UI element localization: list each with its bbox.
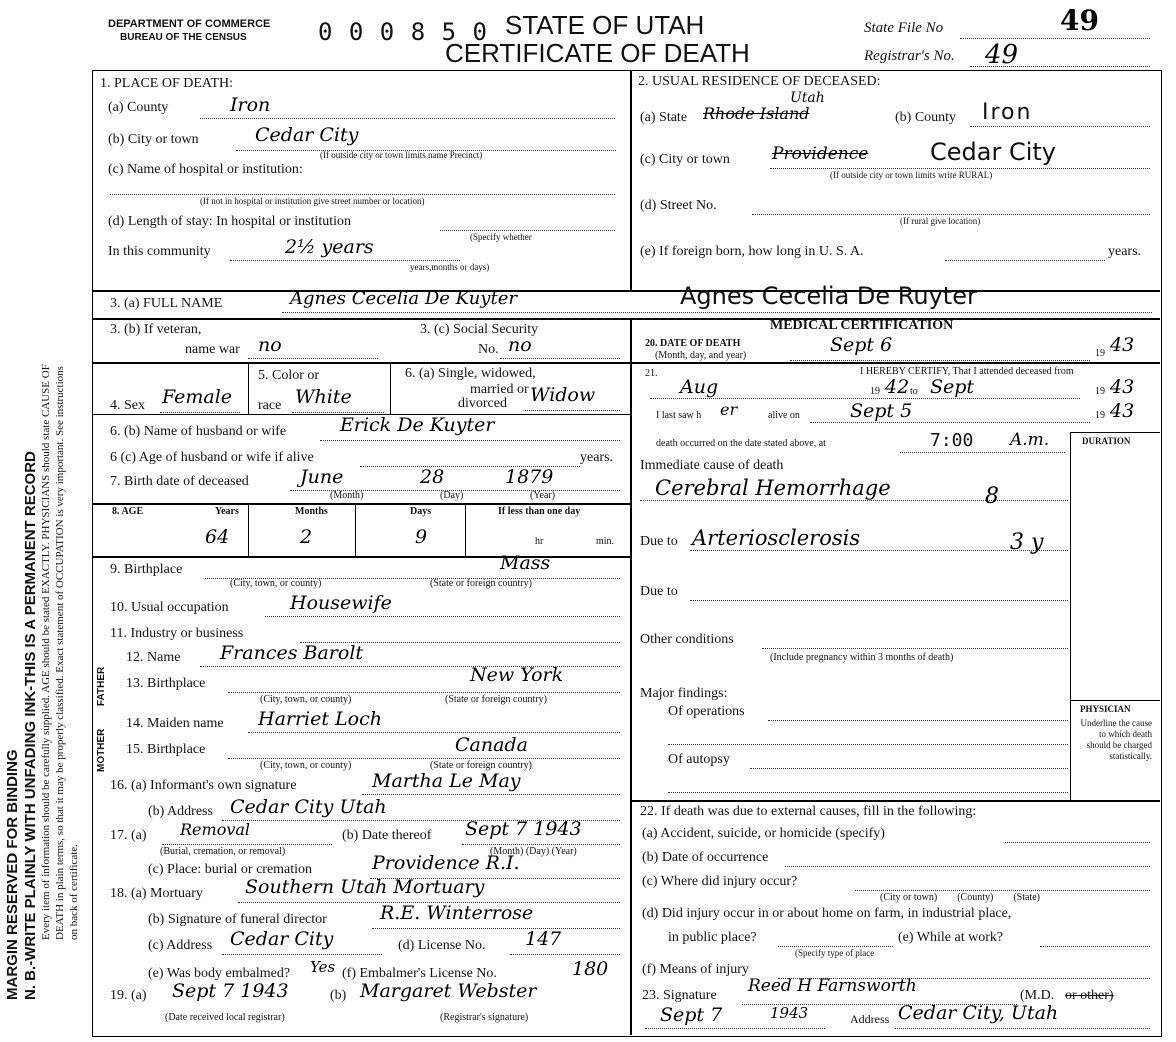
place-burial-value: Providence R.I.	[372, 852, 520, 874]
medical-title: MEDICAL CERTIFICATION	[770, 318, 954, 333]
res-foreign-label: (e) If foreign born, how long in U. S. A.	[640, 244, 864, 259]
state-file-label: State File No	[864, 20, 944, 36]
res-state-label: (a) State	[640, 110, 688, 125]
ext-c-note: (City or town) (County) (State)	[880, 892, 1040, 903]
specify-note: (Specify whether	[470, 232, 532, 242]
mother-maiden-value: Harriet Loch	[258, 708, 382, 730]
last-date: Sept 5	[850, 400, 913, 422]
min-label: min.	[596, 536, 615, 547]
age-days-header: Days	[410, 506, 432, 517]
father-state-note: (State or foreign country)	[445, 694, 547, 705]
burial-note: (Burial, cremation, or removal)	[160, 846, 286, 857]
res-state-struck: Rhode Island	[703, 104, 810, 123]
ss-no-label: No.	[478, 342, 499, 357]
embalmed-value: Yes	[310, 958, 336, 976]
attended-to-year: 43	[1110, 376, 1135, 398]
other-label: Other conditions	[640, 632, 734, 647]
father-birthplace-label: 13. Birthplace	[126, 676, 206, 691]
birthplace-city-note: (City, town, or county)	[230, 578, 322, 589]
informant-label: 16. (a) Informant's own signature	[110, 778, 297, 793]
year-note: (Year)	[530, 490, 556, 501]
sex-value: Female	[162, 386, 233, 408]
received-label: 19. (a)	[110, 988, 147, 1003]
dod-sub: (Month, day, and year)	[655, 350, 747, 361]
date-thereof-value: Sept 7 1943	[465, 818, 582, 840]
registrar-sig-note: (Registrar's signature)	[440, 1012, 529, 1023]
fullname-printed: Agnes Cecelia De Ruyter	[680, 282, 977, 310]
birth-day: 28	[420, 466, 445, 488]
ext-e: (e) While at work?	[898, 930, 1004, 945]
license-label: (d) License No.	[398, 938, 486, 953]
state-file-value: 49	[1060, 4, 1099, 37]
ext-b: (b) Date of occurrence	[642, 850, 769, 865]
last-saw-hw: er	[720, 400, 738, 419]
age-days: 9	[415, 526, 428, 548]
duration-2: 3 y	[1010, 530, 1044, 555]
cert-number: 21.	[645, 368, 658, 379]
res-street-label: (d) Street No.	[640, 198, 717, 213]
res-county-value: Iron	[982, 100, 1033, 125]
birthdate-label: 7. Birth date of deceased	[110, 474, 249, 489]
father-name-label: 12. Name	[126, 650, 181, 665]
father-tag: FATHER	[96, 666, 107, 706]
father-city-note: (City, town, or county)	[260, 694, 352, 705]
state-title: STATE OF UTAH	[505, 10, 705, 40]
registrar-value: 49	[985, 40, 1019, 70]
veteran-label: 3. (b) If veteran,	[110, 322, 202, 337]
age-years-header: Years	[215, 506, 239, 517]
occurred-label: death occurred on the date stated above, at	[656, 438, 826, 449]
marital-label2: married or	[470, 382, 529, 397]
informant-address-label: (b) Address	[148, 804, 213, 819]
autopsy-label: Of autopsy	[668, 752, 730, 767]
ext-d2: in public place?	[668, 930, 757, 945]
ext-d: (d) Did injury occur in or about home on farm, in industrial place,	[642, 906, 1012, 921]
month-note: (Month)	[330, 490, 364, 501]
license-value: 147	[525, 928, 562, 950]
hospital-note: (If not in hospital or institution give street number or location)	[200, 196, 425, 206]
res-state-value: Utah	[790, 90, 825, 106]
certify-text: I HEREBY CERTIFY, That I attended deceased from	[860, 366, 1074, 377]
immediate-label: Immediate cause of death	[640, 458, 784, 473]
death-am: A.m.	[1010, 430, 1050, 450]
mother-city-note: (City, town, or county)	[260, 760, 352, 771]
attended-to: Sept	[930, 376, 975, 398]
physician-tag: PHYSICIAN	[1080, 704, 1131, 714]
husband-value: Erick De Kuyter	[340, 414, 495, 436]
father-birthplace-value: New York	[470, 664, 564, 686]
informant-address-value: Cedar City Utah	[230, 796, 387, 818]
city-note: (If outside city or town limits name Precinct)	[320, 150, 483, 160]
mother-birthplace-label: 15. Birthplace	[126, 742, 206, 757]
marital-label3: divorced	[458, 396, 507, 411]
birthplace-state-note: (State or foreign country)	[430, 578, 532, 589]
dod-value: Sept 6	[830, 334, 893, 356]
age-years: 64	[205, 526, 230, 548]
age-months: 2	[300, 526, 313, 548]
color-label: 5. Color or	[258, 368, 320, 383]
race-value: White	[295, 386, 352, 408]
mother-tag: MOTHER	[96, 728, 107, 772]
last-century: 19	[1095, 410, 1105, 421]
occupation-label: 10. Usual occupation	[110, 600, 229, 615]
received-note: (Date received local registrar)	[165, 1012, 285, 1023]
emb-license-label: (f) Embalmer's License No.	[342, 966, 497, 981]
signature-label: 23. Signature	[642, 988, 717, 1003]
other-note: (Include pregnancy within 3 months of death)	[770, 652, 954, 663]
mortuary-address-label: (c) Address	[148, 938, 213, 953]
fullname-handwritten: Agnes Cecelia De Kuyter	[290, 288, 517, 309]
fullname-label: 3. (a) FULL NAME	[110, 296, 223, 311]
hospital-label: (c) Name of hospital or institution:	[108, 162, 303, 177]
to-label: to	[910, 386, 918, 397]
bureau-label: BUREAU OF THE CENSUS	[120, 32, 247, 43]
burial-value: Removal	[180, 820, 251, 839]
place-title: 1. PLACE OF DEATH:	[100, 76, 234, 91]
marital-label: 6. (a) Single, widowed,	[405, 366, 536, 381]
occupation-value: Housewife	[290, 592, 392, 614]
mortuary-value: Southern Utah Mortuary	[245, 876, 485, 898]
md-other: or other)	[1065, 988, 1114, 1003]
death-time: 7:00	[930, 430, 974, 451]
ymd-note: years,months or days)	[410, 262, 490, 272]
res-city-note: (If outside city or town limits write RURAL)	[830, 170, 993, 180]
dod-year: 43	[1110, 334, 1135, 356]
burial-label: 17. (a)	[110, 828, 147, 843]
director-value: R.E. Winterrose	[380, 902, 534, 924]
ss-label: 3. (c) Social Security	[420, 322, 539, 337]
last-saw-label: I last saw h	[656, 410, 702, 421]
res-city-value: Cedar City	[930, 138, 1056, 166]
margin-instructions-3: on back of certificate.	[68, 844, 80, 940]
signature-value: Reed H Farnsworth	[748, 976, 917, 996]
emb-license-value: 180	[572, 958, 609, 980]
margin-instructions-1: Every item of information should be carefully supplied. AGE should be stated EXACTLY. PHYSICIANS should state CAUSE OF	[40, 364, 52, 940]
industry-label: 11. Industry or business	[110, 626, 244, 641]
due1-value: Arteriosclerosis	[692, 526, 861, 550]
res-city-label: (c) City or town	[640, 152, 730, 167]
dept-label: DEPARTMENT OF COMMERCE	[108, 18, 271, 30]
ext-c: (c) Where did injury occur?	[642, 874, 798, 889]
hr-label: hr	[535, 536, 544, 547]
birth-year: 1879	[505, 466, 554, 488]
res-street-note: (If rural give location)	[900, 216, 981, 226]
city-label: (b) City or town	[108, 132, 199, 147]
mother-state-note: (State or foreign country)	[430, 760, 532, 771]
attended-from-year: 42	[885, 376, 910, 398]
registrar-label: Registrar's No.	[864, 48, 955, 64]
physician-note: Underline the cause to which death should be charged statistically.	[1080, 718, 1152, 761]
mortuary-address-value: Cedar City	[230, 928, 334, 950]
stay-label: (d) Length of stay: In hospital or institution	[108, 214, 352, 229]
last-year: 43	[1110, 400, 1135, 422]
ext-type-note: (Specify type of place	[795, 948, 875, 958]
cert-title: CERTIFICATE OF DEATH	[445, 38, 750, 68]
mother-birthplace-value: Canada	[455, 734, 528, 756]
ss-value: no	[508, 334, 532, 356]
war-value: no	[258, 334, 282, 356]
ext-title: 22. If death was due to external causes, fill in the following:	[640, 804, 977, 819]
community-value: 2½ years	[285, 236, 374, 258]
res-years: years.	[1108, 244, 1142, 259]
father-name-value: Frances Barolt	[220, 642, 364, 664]
signature-year: 1943	[770, 1004, 809, 1022]
date-thereof-label: (b) Date thereof	[342, 828, 432, 843]
margin-instructions-2: DEATH in plain terms, so that it may be properly classified. Exact statement of OCCUPATION is very important. See instructions	[54, 366, 66, 940]
embalmed-label: (e) Was body embalmed?	[148, 966, 291, 981]
received-value: Sept 7 1943	[172, 980, 289, 1002]
birth-month: June	[300, 466, 344, 488]
duration-1: 8	[985, 484, 999, 509]
registrar-sig-value: Margaret Webster	[360, 980, 537, 1002]
day-note: (Day)	[440, 490, 464, 501]
duration-header: DURATION	[1082, 436, 1131, 446]
mother-maiden-label: 14. Maiden name	[126, 716, 224, 731]
registrar-sig-label: (b)	[330, 988, 347, 1003]
birthplace-label: 9. Birthplace	[110, 562, 183, 577]
res-county-label: (b) County	[895, 110, 957, 125]
serial-number: 0 0 0 8 5 0	[318, 18, 488, 46]
to-century: 19	[1095, 386, 1105, 397]
residence-title: 2. USUAL RESIDENCE OF DECEASED:	[638, 74, 881, 89]
operations-label: Of operations	[668, 704, 745, 719]
husband-age-label: 6 (c) Age of husband or wife if alive	[110, 450, 314, 465]
dod-century: 19	[1095, 348, 1105, 359]
immediate-value: Cerebral Hemorrhage	[655, 476, 891, 500]
ext-f: (f) Means of injury	[642, 962, 749, 977]
due1-label: Due to	[640, 534, 678, 549]
county-label: (a) County	[108, 100, 169, 115]
from-century: 19	[870, 386, 880, 397]
date-thereof-note: (Month) (Day) (Year)	[490, 846, 577, 857]
informant-value: Martha Le May	[372, 770, 521, 792]
res-city-struck: Providence	[772, 144, 869, 164]
age-months-header: Months	[295, 506, 328, 517]
address-label: Address	[850, 1012, 890, 1026]
attended-from: Aug	[680, 376, 719, 398]
race-label: race	[258, 398, 282, 413]
husband-label: 6. (b) Name of husband or wife	[110, 424, 287, 439]
margin-ink-note: N. B.-WRITE PLAINLY WITH UNFADING INK-THIS IS A PERMANENT RECORD	[22, 451, 39, 1000]
birthplace-value: Mass	[500, 552, 551, 574]
signature-date: Sept 7	[660, 1004, 723, 1026]
place-burial-label: (c) Place: burial or cremation	[148, 862, 313, 877]
due2-label: Due to	[640, 584, 678, 599]
margin-reserved: MARGIN RESERVED FOR BINDING	[4, 749, 21, 1000]
war-label: name war	[185, 342, 240, 357]
signature-address: Cedar City, Utah	[898, 1002, 1059, 1024]
age-label: 8. AGE	[112, 506, 144, 517]
sex-label: 4. Sex	[110, 398, 145, 413]
county-value: Iron	[230, 94, 271, 116]
community-label: In this community	[108, 244, 211, 259]
age-less-header: If less than one day	[498, 506, 581, 517]
mortuary-label: 18. (a) Mortuary	[110, 886, 203, 901]
dod-label: 20. DATE OF DEATH	[645, 338, 741, 349]
director-label: (b) Signature of funeral director	[148, 912, 327, 927]
md-label: (M.D.	[1020, 988, 1055, 1003]
ext-a: (a) Accident, suicide, or homicide (specify)	[642, 826, 885, 841]
husband-age-years: years.	[580, 450, 614, 465]
city-value: Cedar City	[255, 124, 359, 146]
marital-value: Widow	[530, 384, 596, 406]
major-label: Major findings:	[640, 686, 728, 701]
alive-on-label: alive on	[768, 410, 800, 421]
